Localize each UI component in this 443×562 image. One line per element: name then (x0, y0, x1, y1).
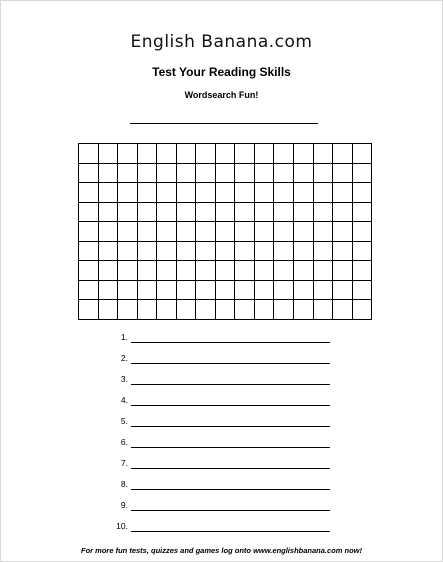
grid-cell[interactable] (353, 300, 373, 320)
grid-cell[interactable] (99, 183, 119, 203)
answer-write-line[interactable] (131, 384, 330, 385)
answer-row (110, 520, 340, 541)
grid-cell[interactable] (274, 222, 294, 242)
answer-number: 10. (116, 521, 128, 531)
grid-cell[interactable] (255, 164, 275, 184)
grid-cell[interactable] (333, 203, 353, 223)
answer-write-line[interactable] (131, 510, 330, 511)
grid-cell[interactable] (138, 242, 158, 262)
grid-cell[interactable] (255, 261, 275, 281)
grid-cell[interactable] (314, 222, 334, 242)
grid-cell[interactable] (177, 183, 197, 203)
grid-cell[interactable] (255, 144, 275, 164)
grid-cell[interactable] (118, 164, 138, 184)
answer-write-line[interactable] (131, 468, 330, 469)
answer-number: 2. (120, 353, 128, 363)
grid-cell[interactable] (353, 242, 373, 262)
grid-cell[interactable] (274, 300, 294, 320)
answer-row (110, 457, 340, 478)
answer-write-line[interactable] (131, 342, 330, 343)
grid-cell[interactable] (177, 300, 197, 320)
grid-cell[interactable] (294, 164, 314, 184)
grid-cell[interactable] (118, 144, 138, 164)
grid-cell[interactable] (99, 222, 119, 242)
grid-cell[interactable] (138, 164, 158, 184)
grid-cell[interactable] (235, 183, 255, 203)
answer-row (110, 352, 340, 373)
answer-row (110, 373, 340, 394)
grid-cell[interactable] (138, 261, 158, 281)
grid-cell[interactable] (235, 242, 255, 262)
grid-cell[interactable] (196, 203, 216, 223)
grid-cell[interactable] (177, 203, 197, 223)
grid-cell[interactable] (177, 222, 197, 242)
grid-cell[interactable] (333, 281, 353, 301)
grid-cell[interactable] (294, 222, 314, 242)
answer-row (110, 478, 340, 499)
grid-cell[interactable] (157, 203, 177, 223)
grid-cell[interactable] (196, 300, 216, 320)
grid-cell[interactable] (216, 183, 236, 203)
grid-cell[interactable] (118, 281, 138, 301)
grid-cell[interactable] (216, 261, 236, 281)
grid-cell[interactable] (274, 261, 294, 281)
grid-cell[interactable] (255, 281, 275, 301)
grid-cell[interactable] (353, 183, 373, 203)
grid-cell[interactable] (274, 164, 294, 184)
grid-cell[interactable] (216, 144, 236, 164)
grid-cell[interactable] (177, 242, 197, 262)
answer-write-line[interactable] (131, 363, 330, 364)
page-subtitle: Wordsearch Fun! (184, 90, 259, 100)
grid-cell[interactable] (235, 300, 255, 320)
answer-number: 4. (120, 395, 128, 405)
grid-cell[interactable] (118, 300, 138, 320)
grid-cell[interactable] (216, 242, 236, 262)
grid-cell[interactable] (118, 222, 138, 242)
grid-cell[interactable] (216, 222, 236, 242)
wordsearch-grid (78, 143, 372, 320)
footer-note: For more fun tests, quizzes and games log onto www.englishbanana.com now! (80, 546, 362, 555)
grid-cell[interactable] (138, 281, 158, 301)
answer-number: 6. (120, 437, 128, 447)
answer-number: 7. (120, 458, 128, 468)
grid-cell[interactable] (196, 261, 216, 281)
grid-cell[interactable] (138, 144, 158, 164)
grid-cell[interactable] (353, 144, 373, 164)
grid-cell[interactable] (79, 222, 99, 242)
grid-cell[interactable] (79, 203, 99, 223)
grid-cell[interactable] (196, 164, 216, 184)
grid-cell[interactable] (79, 261, 99, 281)
grid-cell[interactable] (255, 222, 275, 242)
grid-cell[interactable] (294, 300, 314, 320)
grid-cell[interactable] (314, 281, 334, 301)
grid-cell[interactable] (157, 164, 177, 184)
answer-row (110, 331, 340, 352)
grid-cell[interactable] (255, 203, 275, 223)
grid-cell[interactable] (314, 164, 334, 184)
grid-cell[interactable] (235, 203, 255, 223)
grid-cell[interactable] (177, 261, 197, 281)
grid-cell[interactable] (157, 281, 177, 301)
grid-cell[interactable] (177, 144, 197, 164)
answer-number: 9. (120, 500, 128, 510)
grid-cell[interactable] (157, 300, 177, 320)
grid-cell[interactable] (274, 183, 294, 203)
grid-cell[interactable] (235, 164, 255, 184)
grid-cell[interactable] (138, 300, 158, 320)
grid-cell[interactable] (157, 242, 177, 262)
answer-write-line[interactable] (131, 531, 330, 532)
grid-cell[interactable] (216, 203, 236, 223)
grid-cell[interactable] (235, 281, 255, 301)
name-write-line[interactable] (130, 123, 318, 124)
answer-row (110, 394, 340, 415)
grid-cell[interactable] (314, 242, 334, 262)
grid-cell[interactable] (255, 183, 275, 203)
grid-cell[interactable] (99, 164, 119, 184)
answer-row (110, 415, 340, 436)
grid-cell[interactable] (196, 183, 216, 203)
answer-number: 8. (120, 479, 128, 489)
grid-cell[interactable] (157, 144, 177, 164)
grid-cell[interactable] (79, 144, 99, 164)
grid-cell[interactable] (294, 242, 314, 262)
answer-write-line[interactable] (131, 405, 330, 406)
grid-cell[interactable] (274, 281, 294, 301)
grid-cell[interactable] (99, 281, 119, 301)
grid-cell[interactable] (314, 261, 334, 281)
grid-cell[interactable] (99, 144, 119, 164)
answer-number: 3. (120, 374, 128, 384)
grid-cell[interactable] (177, 281, 197, 301)
grid-cell[interactable] (255, 300, 275, 320)
grid-cell[interactable] (235, 261, 255, 281)
grid-cell[interactable] (314, 300, 334, 320)
grid-cell[interactable] (157, 183, 177, 203)
grid-cell[interactable] (138, 222, 158, 242)
grid-cell[interactable] (79, 242, 99, 262)
grid-cell[interactable] (138, 203, 158, 223)
grid-cell[interactable] (118, 261, 138, 281)
grid-cell[interactable] (294, 144, 314, 164)
grid-cell[interactable] (157, 261, 177, 281)
grid-cell[interactable] (333, 144, 353, 164)
grid-cell[interactable] (118, 183, 138, 203)
answer-list (110, 331, 340, 541)
grid-cell[interactable] (333, 261, 353, 281)
grid-cell[interactable] (118, 203, 138, 223)
answer-write-line[interactable] (131, 426, 330, 427)
grid-cell[interactable] (216, 281, 236, 301)
grid-cell[interactable] (216, 300, 236, 320)
grid-cell[interactable] (255, 242, 275, 262)
grid-cell[interactable] (353, 222, 373, 242)
grid-cell[interactable] (99, 261, 119, 281)
grid-cell[interactable] (274, 242, 294, 262)
grid-cell[interactable] (333, 164, 353, 184)
grid-cell[interactable] (196, 222, 216, 242)
grid-cell[interactable] (99, 203, 119, 223)
grid-cell[interactable] (196, 281, 216, 301)
grid-cell[interactable] (99, 300, 119, 320)
grid-cell[interactable] (333, 242, 353, 262)
grid-cell[interactable] (294, 281, 314, 301)
grid-cell[interactable] (118, 242, 138, 262)
answer-write-line[interactable] (131, 447, 330, 448)
grid-cell[interactable] (274, 144, 294, 164)
answer-row (110, 436, 340, 457)
grid-cell[interactable] (294, 261, 314, 281)
grid-cell[interactable] (235, 144, 255, 164)
page-title: Test Your Reading Skills (152, 65, 291, 79)
grid-cell[interactable] (333, 183, 353, 203)
grid-cell[interactable] (157, 222, 177, 242)
grid-cell[interactable] (216, 164, 236, 184)
grid-cell[interactable] (353, 261, 373, 281)
answer-write-line[interactable] (131, 489, 330, 490)
grid-cell[interactable] (314, 183, 334, 203)
answer-number: 5. (120, 416, 128, 426)
grid-cell[interactable] (353, 164, 373, 184)
grid-cell[interactable] (314, 203, 334, 223)
grid-cell[interactable] (79, 183, 99, 203)
grid-cell[interactable] (353, 203, 373, 223)
grid-cell[interactable] (79, 164, 99, 184)
answer-row (110, 499, 340, 520)
grid-cell[interactable] (294, 183, 314, 203)
grid-cell[interactable] (196, 144, 216, 164)
grid-cell[interactable] (333, 300, 353, 320)
grid-cell[interactable] (79, 281, 99, 301)
grid-cell[interactable] (79, 300, 99, 320)
grid-cell[interactable] (177, 164, 197, 184)
logo: English Banana.com (130, 32, 313, 52)
grid-cell[interactable] (138, 183, 158, 203)
grid-cell[interactable] (353, 281, 373, 301)
grid-cell[interactable] (99, 242, 119, 262)
answer-number: 1. (120, 332, 128, 342)
grid-cell[interactable] (196, 242, 216, 262)
grid-cell[interactable] (294, 203, 314, 223)
grid-cell[interactable] (274, 203, 294, 223)
grid-cell[interactable] (314, 144, 334, 164)
grid-cell[interactable] (235, 222, 255, 242)
grid-cell[interactable] (333, 222, 353, 242)
